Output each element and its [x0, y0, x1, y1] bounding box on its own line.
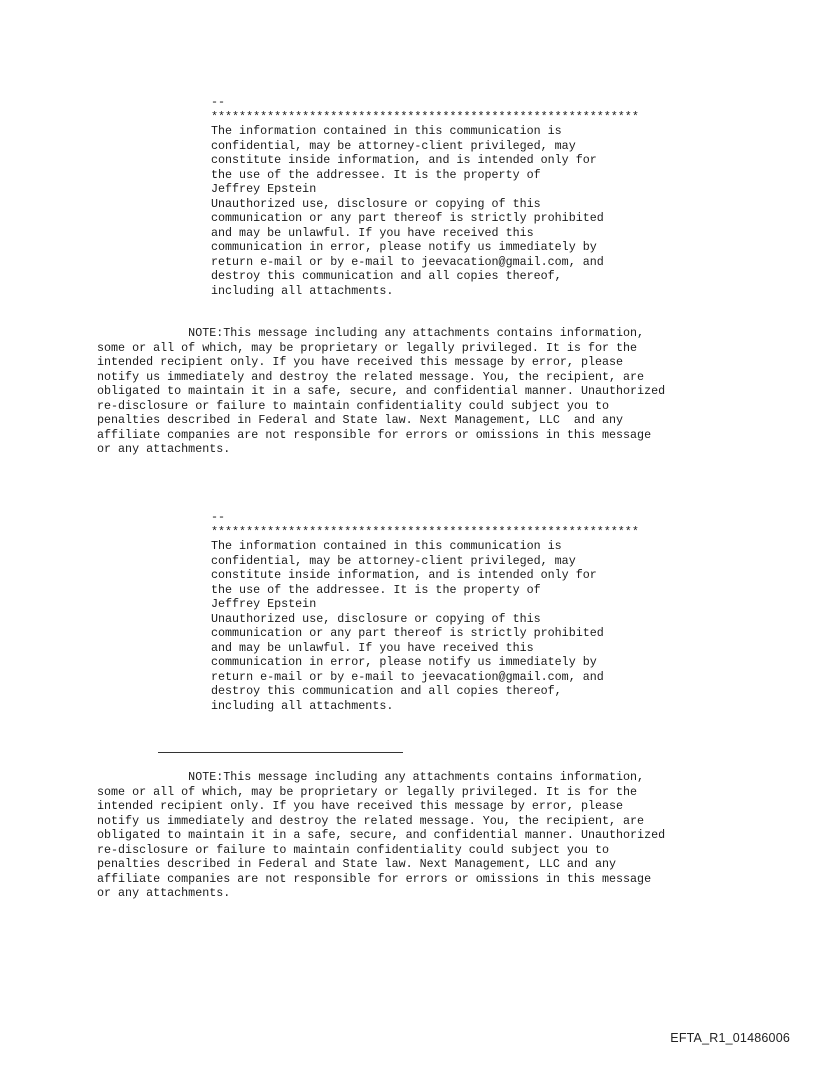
document-id: EFTA_R1_01486006 [670, 1031, 790, 1045]
legal-note-2: NOTE:This message including any attachments contains information, some or all of which, may be proprietary or legally privileged. It is for the intended recipient only. If you have received this message by error, please notify us immediately and destroy the related message. You, the recipient, are obligated to maintain it in a safe, secure, and confidential manner. Unauthorized re-disclosure or failure to maintain confidentiality could subject you to penalties described in Federal and State law. Next Management, LLC and any affiliate companies are not responsible for errors or omissions in this message or any attachments. [97, 770, 666, 900]
confidentiality-disclaimer-1: -- ************************************************************* The information contained in this communication is confidential, may be attorney-client privileged, may constitute inside information, and is intended only for the use of the addressee. It is the property of Jeffrey Epstein Unauthorized use, disclosure or copying of this communication or any part thereof is strictly prohibited and may be unlawful. If you have received this communication in error, please notify us immediately by return e-mail or by e-mail to jeevacation@gmail.com, and destroy this communication and all copies thereof, including all attachments. [211, 95, 639, 298]
legal-note-1: NOTE:This message including any attachments contains information, some or all of which, may be proprietary or legally privileged. It is for the intended recipient only. If you have received this message by error, please notify us immediately and destroy the related message. You, the recipient, are obligated to maintain it in a safe, secure, and confidential manner. Unauthorized re-disclosure or failure to maintain confidentiality could subject you to penalties described in Federal and State law. Next Management, LLC and any affiliate companies are not responsible for errors or omissions in this message or any attachments. [97, 326, 666, 456]
confidentiality-disclaimer-2: -- ************************************************************* The information contained in this communication is confidential, may be attorney-client privileged, may constitute inside information, and is intended only for the use of the addressee. It is the property of Jeffrey Epstein Unauthorized use, disclosure or copying of this communication or any part thereof is strictly prohibited and may be unlawful. If you have received this communication in error, please notify us immediately by return e-mail or by e-mail to jeevacation@gmail.com, and destroy this communication and all copies thereof, including all attachments. [211, 510, 639, 713]
horizontal-divider [158, 752, 403, 753]
